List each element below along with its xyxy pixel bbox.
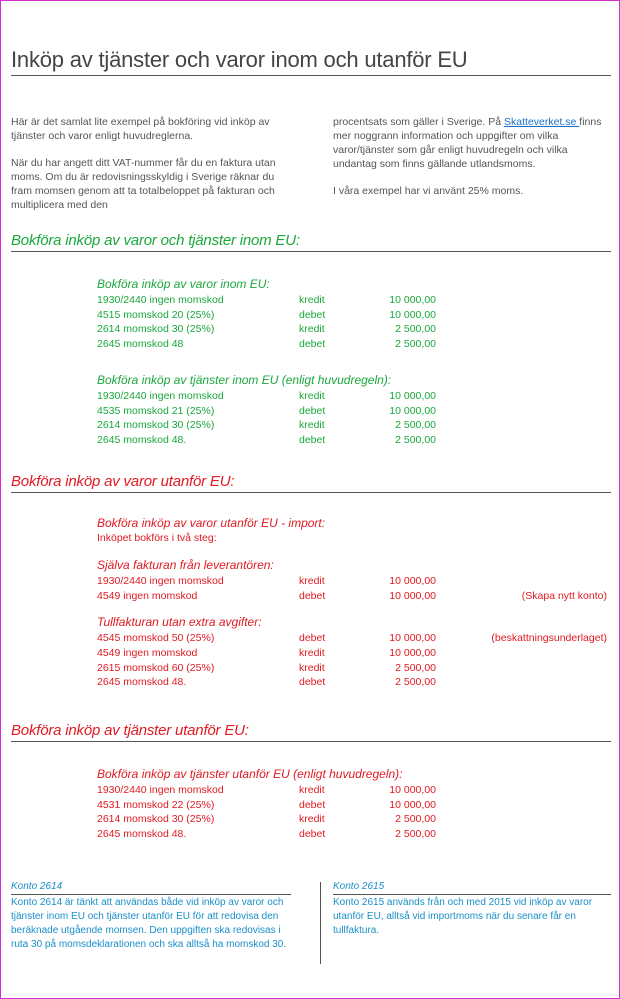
intro-paragraph: Här är det samlat lite exempel på bokföring vid inköp av tjänster och varor enligt huvudreglerna.: [11, 116, 270, 142]
note-text-konto-2615: Konto 2615 används från och med 2015 vid inköp av varor utanför EU, alltså vid importmoms när du senare får en tullfaktura.: [333, 897, 593, 936]
entry-type: debet: [299, 798, 326, 811]
amount: 10 000,00: [389, 575, 436, 587]
account: 2645 momskod 48.: [97, 828, 187, 841]
entry-type: kredit: [299, 813, 325, 826]
amount: 2 500,00: [395, 323, 436, 336]
booking-block-varor-inom-eu: [97, 277, 617, 352]
booking-row: [97, 661, 617, 676]
entry-type: debet: [299, 828, 326, 841]
account: 1930/2440 ingen momskod: [97, 575, 224, 587]
intro-text: procentsats som gäller i Sverige. På: [333, 116, 504, 128]
entry-type: kredit: [299, 661, 325, 674]
intro-right: [333, 115, 611, 211]
block-heading: Tullfakturan utan extra avgifter:: [97, 615, 262, 630]
booking-row: [97, 404, 617, 419]
booking-row: [97, 812, 617, 827]
booking-row: [97, 589, 617, 604]
block-heading: Själva fakturan från leverantören:: [97, 558, 274, 572]
amount: 10 000,00: [389, 632, 436, 645]
booking-row: [97, 322, 617, 337]
booking-row: [97, 293, 617, 308]
block-heading: Bokföra inköp av tjänster utanför EU (enligt huvudregeln):: [97, 767, 403, 781]
block-heading: Bokföra inköp av varor inom EU:: [97, 277, 270, 291]
note-divider: [333, 894, 611, 895]
entry-type: debet: [299, 404, 326, 417]
intro-paragraph: [333, 115, 611, 171]
account: 2614 momskod 30 (25%): [97, 813, 215, 826]
account: 2645 momskod 48: [97, 338, 184, 351]
note-heading-konto-2614: Konto 2614: [11, 881, 63, 892]
entry-type: debet: [299, 308, 326, 321]
block-heading: Bokföra inköp av tjänster inom EU (enligt huvudregeln):: [97, 373, 392, 387]
row-note: (Skapa nytt konto): [521, 589, 607, 602]
booking-row: [97, 646, 617, 661]
note-heading-konto-2615: Konto 2615: [333, 881, 385, 892]
booking-block-tjanster-inom-eu: [97, 373, 617, 448]
note-divider: [11, 894, 291, 895]
account: 2645 momskod 48.: [97, 676, 187, 689]
amount: 10 000,00: [389, 390, 436, 402]
column-divider: [320, 882, 321, 964]
skatteverket-link[interactable]: Skatteverket.se: [504, 116, 580, 128]
entry-type: kredit: [299, 647, 325, 660]
amount: 10 000,00: [389, 798, 436, 811]
amount: 2 500,00: [395, 813, 436, 826]
amount: 10 000,00: [389, 404, 436, 417]
entry-type: debet: [299, 676, 326, 689]
entry-type: kredit: [299, 575, 325, 587]
booking-row: [97, 574, 617, 589]
intro-text: finns mer noggrann information och uppgifter om vilka varor/tjänster som går enligt huvudregeln och vilka undantag som finns gällande utlandsmoms.: [333, 116, 602, 170]
amount: 2 500,00: [395, 434, 436, 447]
booking-row: [97, 433, 617, 448]
intro-paragraph: När du har angett ditt VAT-nummer får du en faktura utan moms. Om du är redovisningsskyldig i Sverige räknar du fram momsen genom att ta totalbeloppet på fakturan och multiplicera med den: [11, 157, 276, 211]
row-note: (beskattningsunderlaget): [491, 632, 607, 645]
intro-paragraph: I våra exempel har vi använt 25% moms.: [333, 185, 524, 197]
account: 2614 momskod 30 (25%): [97, 419, 215, 432]
section-divider: [11, 492, 611, 493]
account: 4549 ingen momskod: [97, 589, 198, 602]
section-divider: [11, 741, 611, 742]
intro-left: [11, 115, 291, 225]
amount: 2 500,00: [395, 338, 436, 351]
section-heading-inom-eu: Bokföra inköp av varor och tjänster inom EU:: [11, 232, 300, 249]
entry-type: kredit: [299, 419, 325, 432]
amount: 10 000,00: [389, 308, 436, 321]
entry-type: kredit: [299, 390, 325, 402]
account: 4549 ingen momskod: [97, 647, 198, 660]
block-heading: Bokföra inköp av varor utanför EU - import:: [97, 516, 326, 530]
section-divider: [11, 251, 611, 252]
account: 1930/2440 ingen momskod: [97, 390, 224, 402]
account: 1930/2440 ingen momskod: [97, 784, 224, 796]
entry-type: kredit: [299, 323, 325, 336]
title-divider: [11, 75, 611, 76]
amount: 2 500,00: [395, 828, 436, 841]
booking-row: [97, 337, 617, 352]
section-heading-varor-utanfor-eu: Bokföra inköp av varor utanför EU:: [11, 473, 235, 490]
section-heading-tjanster-utanfor-eu: Bokföra inköp av tjänster utanför EU:: [11, 722, 249, 739]
block-subheading: Inköpet bokförs i två steg:: [97, 532, 217, 544]
amount: 2 500,00: [395, 676, 436, 689]
booking-row: [97, 798, 617, 813]
booking-row: [97, 783, 617, 798]
entry-type: debet: [299, 632, 326, 645]
note-text-konto-2614: Konto 2614 är tänkt att användas både vid inköp av varor och tjänster inom EU och tjänster utanför EU för att redovisa den beräknade utgående momsen. Den uppgiften ska redovisas i ruta 30 på momsdeklarationen och ska alltså ha momskod 30.: [11, 897, 287, 950]
entry-type: debet: [299, 589, 326, 602]
booking-row: [97, 827, 617, 842]
entry-type: kredit: [299, 294, 325, 306]
entry-type: debet: [299, 338, 326, 351]
account: 4515 momskod 20 (25%): [97, 308, 215, 321]
booking-row: [97, 631, 617, 646]
amount: 10 000,00: [389, 784, 436, 796]
amount: 10 000,00: [389, 294, 436, 306]
entry-type: kredit: [299, 784, 325, 796]
account: 4545 momskod 50 (25%): [97, 632, 215, 645]
booking-block-tjanster-utanfor-eu: [97, 767, 617, 842]
booking-row: [97, 418, 617, 433]
amount: 2 500,00: [395, 661, 436, 674]
account: 2614 momskod 30 (25%): [97, 323, 215, 336]
amount: 2 500,00: [395, 419, 436, 432]
amount: 10 000,00: [389, 589, 436, 602]
amount: 10 000,00: [389, 647, 436, 660]
booking-block-import: [97, 516, 617, 690]
page-title: Inköp av tjänster och varor inom och utanför EU: [11, 47, 468, 72]
account: 2645 momskod 48.: [97, 434, 187, 447]
entry-type: debet: [299, 434, 326, 447]
account: 2615 momskod 60 (25%): [97, 661, 215, 674]
account: 4531 momskod 22 (25%): [97, 798, 215, 811]
account: 1930/2440 ingen momskod: [97, 294, 224, 306]
booking-row: [97, 675, 617, 690]
account: 4535 momskod 21 (25%): [97, 404, 215, 417]
booking-row: [97, 308, 617, 323]
booking-row: [97, 389, 617, 404]
